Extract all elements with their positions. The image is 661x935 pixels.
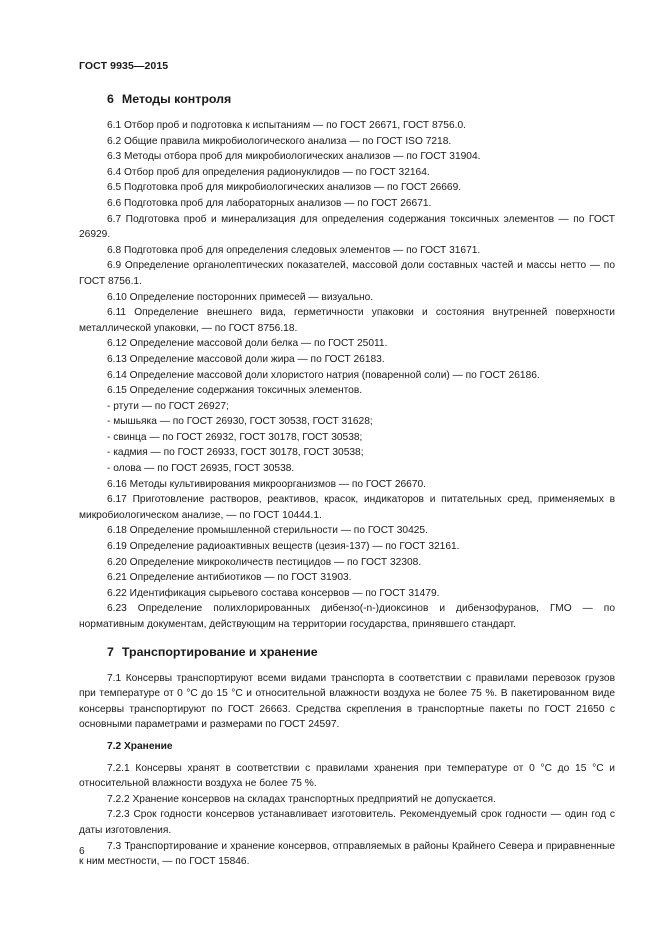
item-6-19: 6.19 Определение радиоактивных веществ (цезия-137) — по ГОСТ 32161. xyxy=(107,541,460,553)
section-7-title xyxy=(79,643,615,661)
item-6-17: 6.17 Приготовление растворов, реактивов, красок, индикаторов и питательных сред, применяемых в микробиологическом анализе, — по ГОСТ 10444.1. xyxy=(79,494,615,521)
page-number: 6 xyxy=(79,846,85,857)
item-6-7: 6.7 Подготовка проб и минерализация для определения содержания токсичных элементов — по ГОСТ 26929. xyxy=(79,213,615,241)
item-6-5: 6.5 Подготовка проб для микробиологических анализов — по ГОСТ 26669. xyxy=(107,182,462,194)
section-7-number: 7 xyxy=(107,644,114,659)
item-6-12: 6.12 Определение массовой доли белка — по ГОСТ 25011. xyxy=(107,338,388,350)
item-6-3: 6.3 Методы отбора проб для микробиологических анализов — по ГОСТ 31904. xyxy=(107,151,481,163)
section-6-title xyxy=(79,90,615,108)
item-7-2-2: 7.2.2 Хранение консервов на складах транспортных предприятий не допускается. xyxy=(107,793,496,805)
document-body xyxy=(79,90,615,870)
item-6-13: 6.13 Определение массовой доли жира — по ГОСТ 26183. xyxy=(107,353,385,365)
item-6-9: 6.9 Определение органолептических показателей, массовой доли составных частей и массы нетто — по ГОСТ 8756.1. xyxy=(79,260,615,287)
item-6-20: 6.20 Определение микроколичеств пестицидов — по ГОСТ 32308. xyxy=(107,556,422,568)
item-7-3: 7.3 Транспортирование и хранение консервов, отправляемых в районы Крайнего Севера и приравненные к ним местности, — по ГОСТ 15846. xyxy=(79,840,615,868)
section-spacer xyxy=(79,633,615,643)
list-item-mercury: - ртути — по ГОСТ 26927; xyxy=(107,400,229,412)
item-6-14: 6.14 Определение массовой доли хлористого натрия (поваренной соли) — по ГОСТ 26186. xyxy=(107,369,540,381)
item-6-4: 6.4 Отбор проб для определения радионуклидов — по ГОСТ 32164. xyxy=(107,166,430,178)
item-6-11: 6.11 Определение внешнего вида, герметичности упаковки и состояния внутренней поверхности металлической упаковки, — по ГОСТ 8756.18. xyxy=(79,307,615,334)
document-header: ГОСТ 9935—2015 xyxy=(79,60,169,72)
section-6-heading: Методы контроля xyxy=(121,92,232,106)
item-6-21: 6.21 Определение антибиотиков — по ГОСТ 31903. xyxy=(107,572,352,584)
section-6-number: 6 xyxy=(107,92,114,106)
item-6-15: 6.15 Определение содержания токсичных элементов. xyxy=(107,385,363,397)
item-6-22: 6.22 Идентификация сырьевого состава консервов — по ГОСТ 31479. xyxy=(107,587,440,599)
item-6-6: 6.6 Подготовка проб для лабораторных анализов — по ГОСТ 26671. xyxy=(107,197,432,209)
list-item-tin: - олова — по ГОСТ 26935, ГОСТ 30538. xyxy=(107,463,295,475)
item-6-8: 6.8 Подготовка проб для определения следовых элементов — по ГОСТ 31671. xyxy=(107,244,481,256)
item-7-2-3: 7.2.3 Срок годности консервов устанавливает изготовитель. Рекомендуемый срок годности — один год с даты изготовления. xyxy=(79,809,615,836)
item-6-10: 6.10 Определение посторонних примесей — визуально. xyxy=(107,291,374,303)
list-item-cadmium: - кадмия — по ГОСТ 26933, ГОСТ 30178, ГОСТ 30538; xyxy=(107,447,364,459)
item-6-18: 6.18 Определение промышленной стерильности — по ГОСТ 30425. xyxy=(107,525,428,537)
item-6-16: 6.16 Методы культивирования микроорганизмов — по ГОСТ 26670. xyxy=(107,478,426,490)
list-item-lead: - свинца — по ГОСТ 26932, ГОСТ 30178, ГОСТ 30538; xyxy=(107,431,363,443)
item-7-1: 7.1 Консервы транспортируют всеми видами транспорта в соответствии с правилами перевозок грузов при температуре от 0 °С до 15 °С и относительной влажности воздуха не более 75 %. В пакетированном виде консервы транспортируют по ГОСТ 26663. Средства скрепления в транспортные пакеты по ГОСТ 21650 с основными параметрами и размерами по ГОСТ 24597. xyxy=(79,672,615,731)
item-6-2: 6.2 Общие правила микробиологического анализа — по ГОСТ ISO 7218. xyxy=(107,135,452,147)
item-7-2-1: 7.2.1 Консервы хранят в соответствии с правилами хранения при температуре от 0 °С до 15 °С и относительной влажности воздуха не более 75 %. xyxy=(79,762,615,790)
subsection-7-2-title: 7.2 Хранение xyxy=(107,740,173,752)
item-6-23: 6.23 Определение полихлорированных дибензо(-n-)диоксинов и дибензофуранов, ГМО — по нормативным документам, действующим на территории государства, принявшего стандарт. xyxy=(79,603,615,630)
list-item-arsenic: - мышьяка — по ГОСТ 26930, ГОСТ 30538, ГОСТ 31628; xyxy=(107,416,373,428)
item-6-1: 6.1 Отбор проб и подготовка к испытаниям — по ГОСТ 26671, ГОСТ 8756.0. xyxy=(107,120,466,131)
section-7-heading: Транспортирование и хранение xyxy=(121,644,318,659)
